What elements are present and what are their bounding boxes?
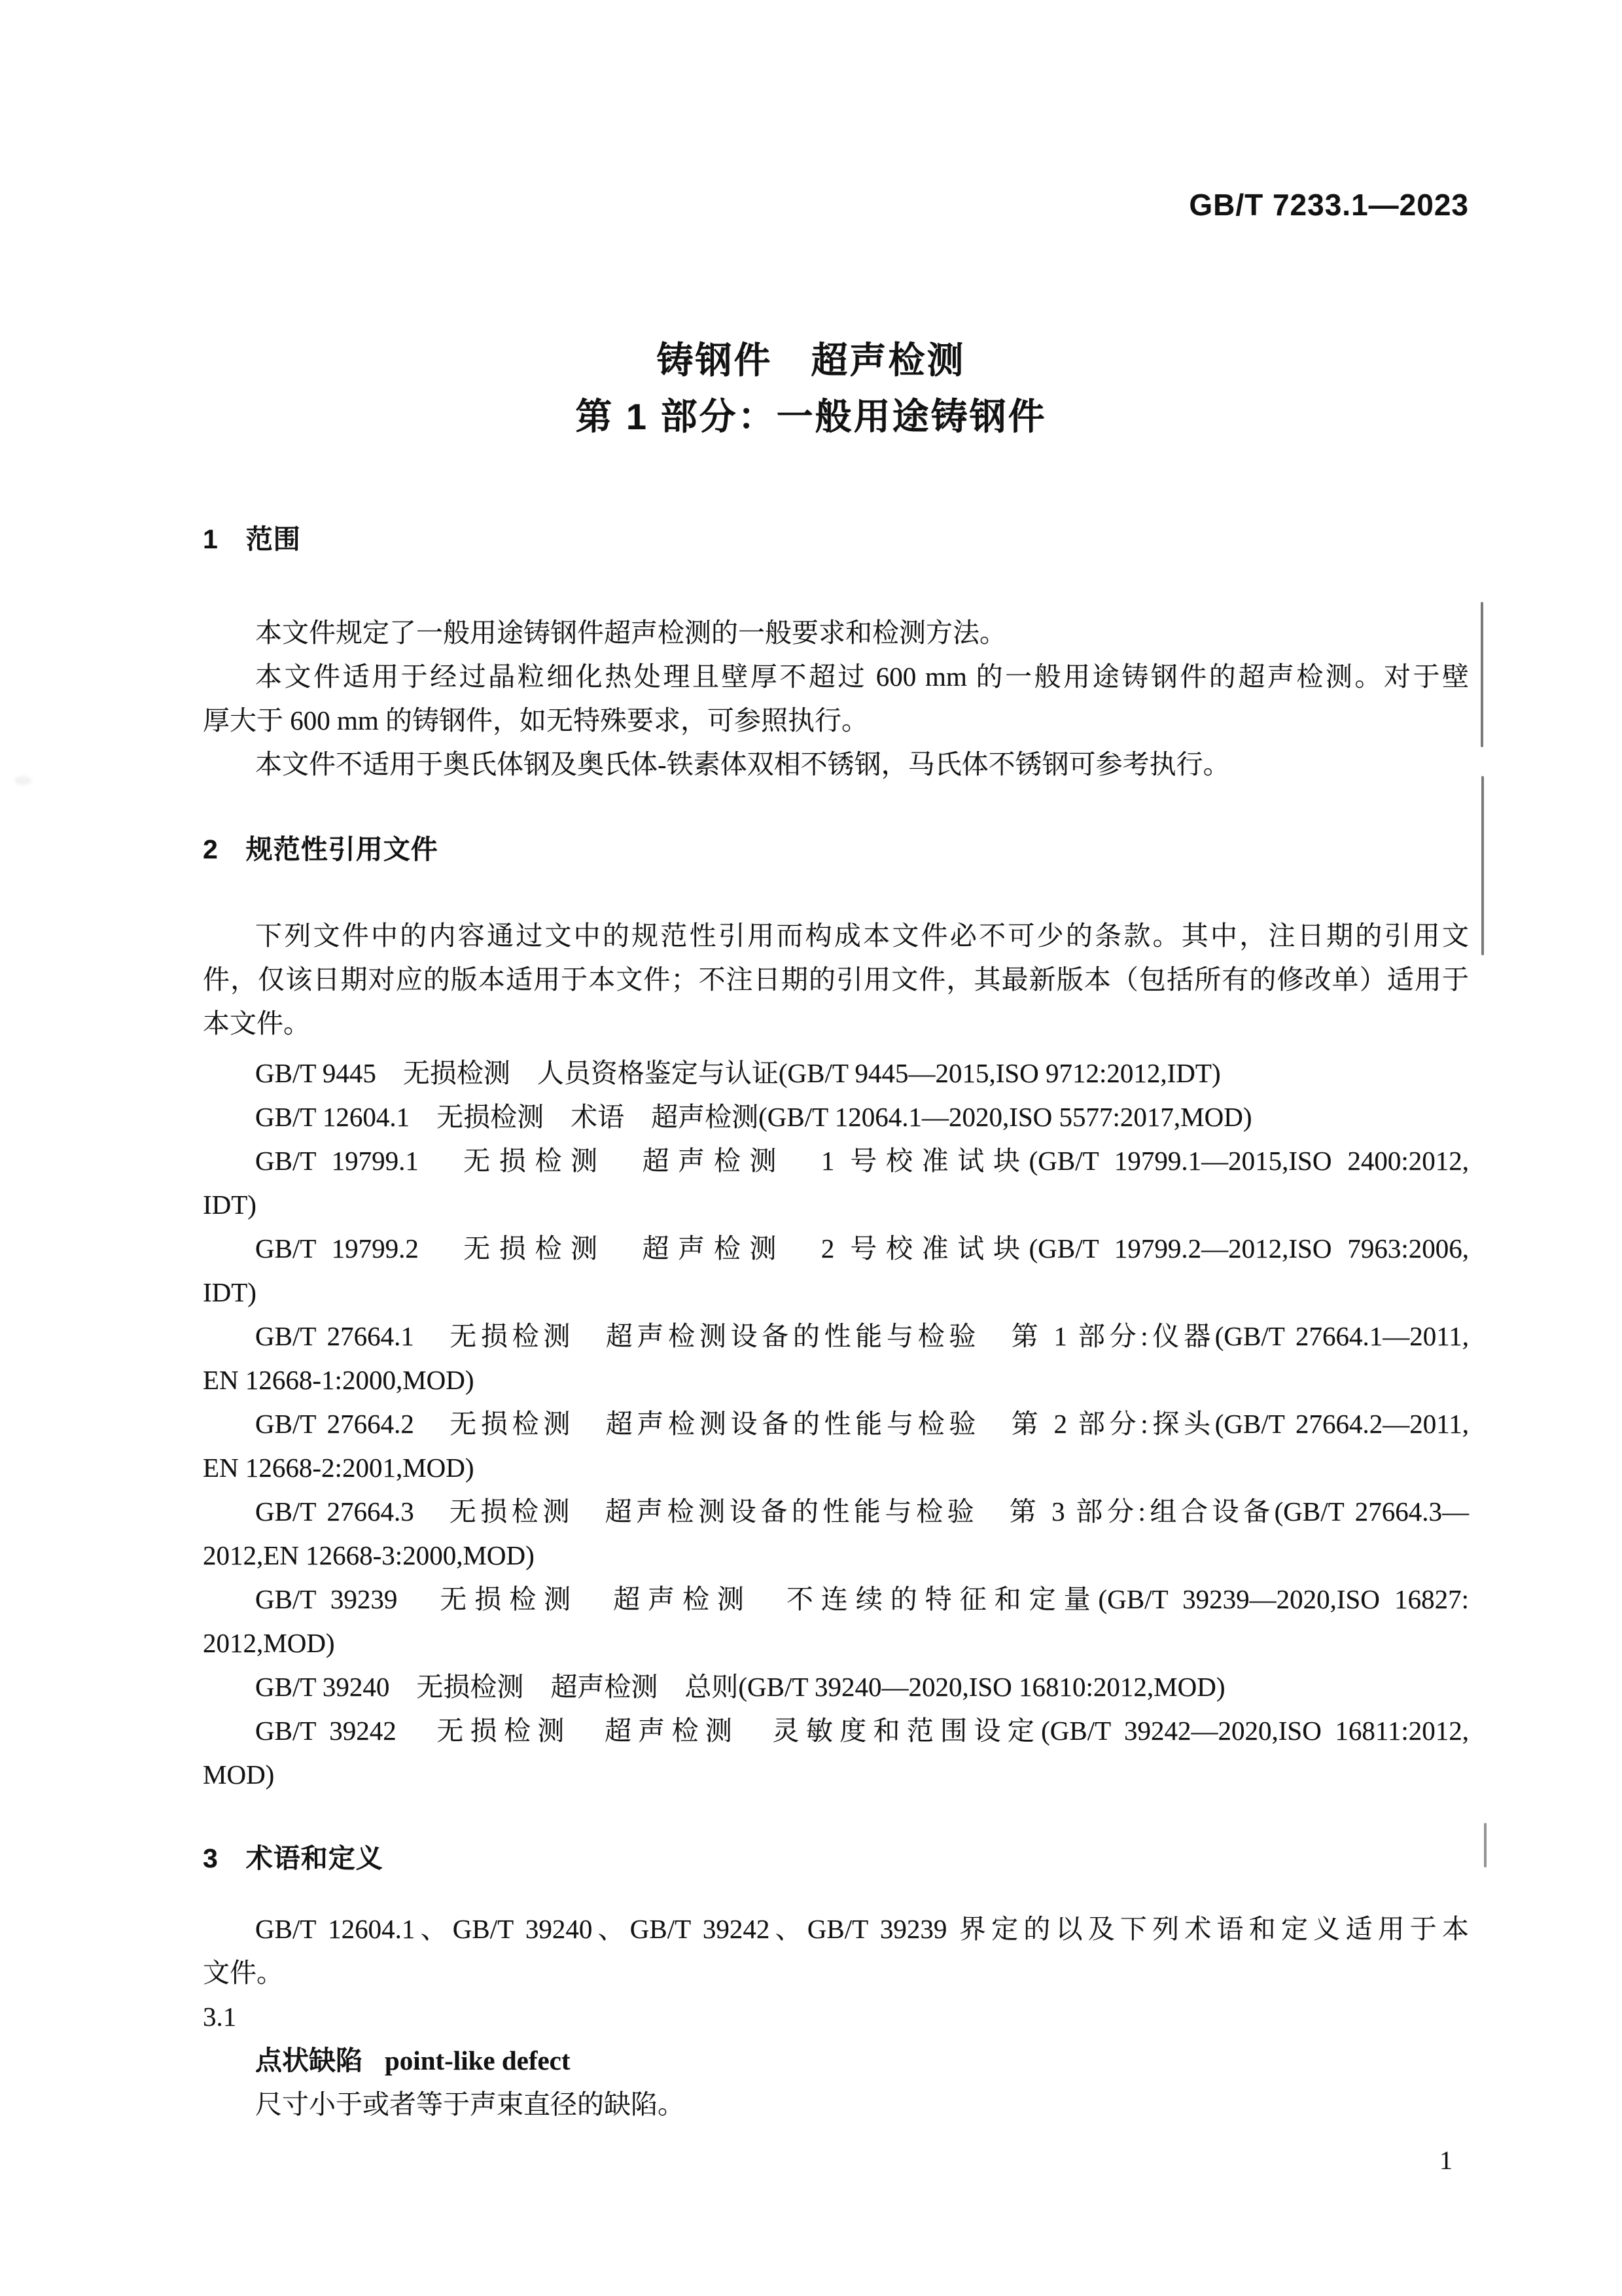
doc-title-line2: 第 1 部分：一般用途铸钢件 [575,396,1047,437]
term-definition-line [255,2045,571,2076]
text-line: GB/T 27664.3 无损检测 超声检测设备的性能与检验 第 3 部分:组合设备(GB/T 27664.3— [255,1496,1469,1527]
text-line: 2012,MOD) [203,1628,335,1658]
text-line: GB/T 12604.1 无损检测 术语 超声检测(GB/T 12064.1—2020,ISO 5577:2017,MOD) [255,1102,1252,1132]
text-line: GB/T 39239 无损检测 超声检测 不连续的特征和定量(GB/T 39239—2020,ISO 16827: [255,1584,1469,1614]
text-line: IDT) [203,1190,256,1220]
scan-smudge [14,776,31,785]
text-line: GB/T 19799.2 无损检测 超声检测 2 号校准试块(GB/T 19799.2—2012,ISO 7963:2006, [255,1233,1469,1263]
section-heading: 2 规范性引用文件 [203,834,438,864]
text-line: GB/T 39242 无损检测 超声检测 灵敏度和范围设定(GB/T 39242—2020,ISO 16811:2012, [255,1716,1469,1746]
scan-artifact-line [1481,776,1484,955]
text-line: 件，仅该日期对应的版本适用于本文件；不注日期的引用文件，其最新版本（包括所有的修改单）适用于 [203,964,1469,995]
text-line: IDT) [203,1277,256,1307]
term-chinese: 点状缺陷 [255,2045,362,2075]
text-line: GB/T 9445 无损检测 人员资格鉴定与认证(GB/T 9445—2015,ISO 9712:2012,IDT) [255,1058,1221,1088]
section-heading: 1 范围 [203,524,301,554]
section-heading: 3 术语和定义 [203,1843,383,1873]
text-line: EN 12668-1:2000,MOD) [203,1365,474,1395]
text-line: 3.1 [203,2002,237,2032]
page-number: 1 [1439,2146,1453,2175]
text-line: GB/T 27664.1 无损检测 超声检测设备的性能与检验 第 1 部分:仪器(GB/T 27664.1—2011, [255,1321,1469,1351]
term-english: point-like defect [385,2045,571,2075]
text-line: 尺寸小于或者等于声束直径的缺陷。 [255,2089,684,2119]
text-line: GB/T 19799.1 无损检测 超声检测 1 号校准试块(GB/T 19799.1—2015,ISO 2400:2012, [255,1146,1469,1176]
doc-title-line1: 铸钢件 超声检测 [656,340,966,381]
text-line: 本文件。 [203,1008,310,1038]
text-line: 下列文件中的内容通过文中的规范性引用而构成本文件必不可少的条款。其中，注日期的引用文 [255,921,1469,951]
text-line: EN 12668-2:2001,MOD) [203,1453,474,1483]
text-line: GB/T 39240 无损检测 超声检测 总则(GB/T 39240—2020,ISO 16810:2012,MOD) [255,1672,1225,1702]
text-line: 本文件规定了一般用途铸钢件超声检测的一般要求和检测方法。 [255,618,1006,648]
text-line: GB/T 27664.2 无损检测 超声检测设备的性能与检验 第 2 部分:探头(GB/T 27664.2—2011, [255,1409,1469,1439]
text-line: GB/T 12604.1、GB/T 39240、GB/T 39242、GB/T 39239 界定的以及下列术语和定义适用于本 [255,1914,1469,1944]
text-line: 本文件适用于经过晶粒细化热处理且壁厚不超过 600 mm 的一般用途铸钢件的超声检测。对于壁 [255,662,1469,692]
text-line: 文件。 [203,1958,283,1988]
scan-artifact-line [1484,1823,1487,1867]
text-line: 2012,EN 12668-3:2000,MOD) [203,1540,535,1570]
standard-number: GB/T 7233.1—2023 [1189,188,1469,222]
text-line: 厚大于 600 mm 的铸钢件，如无特殊要求，可参照执行。 [203,705,869,735]
text-line: MOD) [203,1759,275,1790]
scan-artifact-line [1481,602,1483,747]
text-line: 本文件不适用于奥氏体钢及奥氏体-铁素体双相不锈钢，马氏体不锈钢可参考执行。 [255,749,1230,779]
